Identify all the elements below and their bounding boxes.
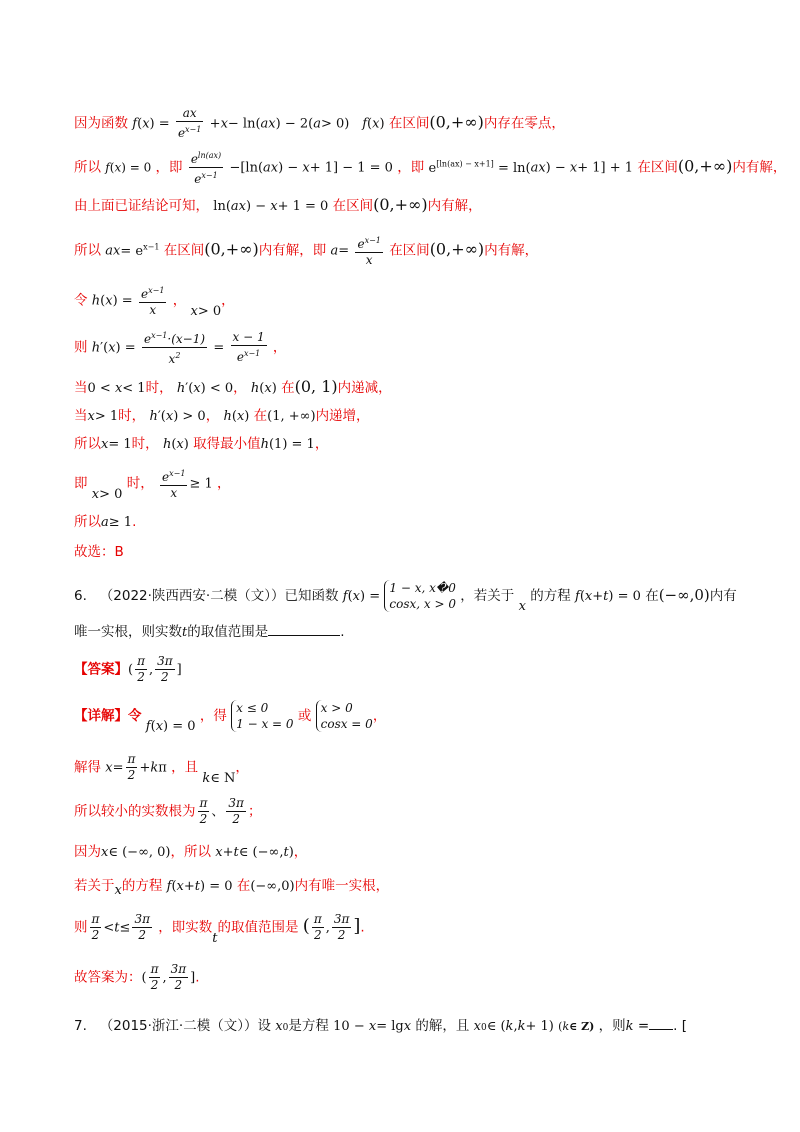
- text: 内递减，: [337, 380, 392, 396]
- text: ，若关于: [460, 588, 515, 604]
- fraction: $\frac{e^{x-1}}{x}$: [160, 466, 187, 501]
- question-source: （2015·浙江·二模（文））设: [99, 1018, 271, 1034]
- text: 的取值范围是: [217, 919, 299, 936]
- text: .: [132, 514, 137, 530]
- solution-line-9: 所以x= 1时， h(x) 取得最小值h(1) = 1，: [74, 436, 329, 452]
- text: 时，: [145, 380, 173, 396]
- text: ，: [205, 408, 220, 424]
- solution-step-4: 若关于x的方程 f(x+t) = 0 在(−∞,0)内有唯一实根，: [74, 878, 390, 898]
- text: ，得: [199, 708, 227, 724]
- text: 在: [281, 380, 295, 396]
- answer-blank: [268, 623, 340, 636]
- solution-line-7: 当0 < x< 1时， h′(x) < 0， h(x) 在(0, 1)内递减，: [74, 377, 392, 396]
- math-fx: f: [132, 116, 138, 132]
- text: 是方程: [288, 1018, 329, 1034]
- text: ，: [217, 475, 231, 492]
- text: 所以: [74, 436, 101, 452]
- text: 或: [297, 708, 312, 724]
- detail-line: 【详解】令 f(x) = 0 ，得 x ≤ 0 1 − x = 0 或 x > 0 cosx = 0 ，: [74, 701, 387, 734]
- text: ，即实数: [158, 919, 213, 936]
- answer-choice-line: [74, 540, 124, 560]
- text: ，: [235, 759, 249, 776]
- question-7-line: 7. （2015·浙江·二模（文））设 x0是方程 10 − x= lgx 的解，且 x0∈ (k,k+ 1) (k∈ Z) ，则k = . [: [74, 1018, 687, 1034]
- system-2: x > 0 cosx = 0: [316, 700, 373, 732]
- text: 故答案为：: [74, 969, 142, 986]
- text: 在区间: [332, 198, 374, 214]
- text: 在区间: [388, 115, 430, 132]
- text: 内有: [709, 588, 737, 604]
- solution-line-1: 因为函数 f(x) = $\frac{ax}{e^{x-1}}$ +x− ln(ax) − 2(a> 0) f(x) 在区间(0,+∞)内存在零点，: [74, 106, 565, 140]
- text: 的解，且: [415, 1018, 470, 1034]
- solution-step-5: 则 $\frac{\pi}{2}$ <t≤ $\frac{3\pi}{2}$ ，即实数t的取值范围是 ( $\frac{\pi}{2}$ , $\frac{3\pi}{2}$ ].: [74, 912, 365, 946]
- interval: (0,+∞): [204, 239, 259, 259]
- text: 内存在零点，: [483, 115, 565, 132]
- fraction: $\frac{e^{x-1}}{x}$: [139, 283, 166, 318]
- text: .: [340, 624, 345, 640]
- text: 因为函数: [74, 115, 128, 132]
- text: ；: [247, 803, 262, 820]
- text: 当: [74, 408, 88, 424]
- text: 所以: [74, 242, 101, 259]
- text: 内有解，: [427, 198, 482, 214]
- answer-blank: [649, 1017, 673, 1030]
- text: 时，: [118, 408, 146, 424]
- solution-line-8: 当x> 1时， h′(x) > 0， h(x) 在(1, +∞)内递增，: [74, 408, 370, 424]
- text: 内有唯一实根，: [294, 878, 390, 894]
- solution-line-4: 所以 $ax= e^{x-1}$ 在区间(0,+∞)内有解，即 a= $\frac{e^{x-1}}{x}$ 在区间(0,+∞)内有解，: [74, 233, 538, 268]
- question-number: 7.: [74, 1018, 87, 1034]
- answer-line: 【答案】( $\frac{\pi}{2}$ , $\frac{3\pi}{2}$ ]: [74, 654, 182, 684]
- fraction: $\frac{ax}{e^{x-1}}$: [177, 106, 202, 140]
- question-source: （2022·陕西西安·二模（文））已知函数: [99, 588, 339, 604]
- text: 内有解，即: [258, 242, 327, 259]
- text: =: [637, 1018, 650, 1034]
- text: 在区间: [163, 242, 205, 259]
- text: 内有解，: [732, 159, 787, 176]
- interval: (0,+∞): [373, 195, 428, 214]
- text: 的取值范围是: [187, 624, 269, 640]
- text: 所以: [74, 514, 101, 530]
- text: ，即: [397, 159, 425, 176]
- solution-line-3: 由上面已证结论可知， ln(ax) − x+ 1 = 0 在区间(0,+∞)内有解，: [74, 195, 482, 214]
- solution-line-10: 即 x> 0 时， $\frac{e^{x-1}}{x}$ ≥ 1 ，: [74, 466, 231, 501]
- text: 唯一实根，则实数: [74, 624, 182, 640]
- text: 则: [74, 919, 88, 936]
- text: 即: [74, 475, 88, 492]
- text: ，且: [171, 759, 199, 776]
- text: 取得最小值: [193, 436, 261, 452]
- text: .: [673, 1018, 678, 1034]
- text: ，: [372, 708, 387, 724]
- solution-line-11: 所以a≥ 1.: [74, 514, 137, 530]
- text: ，: [272, 339, 287, 356]
- text: 因为: [74, 844, 101, 860]
- text: 在: [645, 588, 659, 604]
- text: ，即: [155, 159, 183, 176]
- text: 的方程: [530, 588, 571, 604]
- text: 故选：B: [74, 544, 124, 560]
- text: 解得: [74, 759, 101, 776]
- fraction: $\frac{x - 1}{e^{x-1}}$: [232, 330, 265, 364]
- text: 当: [74, 380, 88, 396]
- text: 令: [74, 292, 88, 309]
- text: 在: [236, 878, 251, 894]
- question-6-line-2: 唯一实根，则实数t的取值范围是 .: [74, 624, 345, 640]
- text: 的方程: [121, 878, 163, 894]
- text: .: [360, 919, 365, 936]
- text: ，则: [598, 1018, 626, 1034]
- question-6-line-1: 6. （2022·陕西西安·二模（文））已知函数 f(x) = 1 − x, x�0 cosx, x > 0 ，若关于 x 的方程 f(x+t) = 0 在(−∞,0)内有: [74, 581, 737, 614]
- fraction: $\frac{e^{x-1}}{x}$: [355, 233, 382, 268]
- text: [: [681, 1018, 687, 1034]
- text: 若关于: [74, 878, 115, 894]
- detail-label: 【详解】令: [74, 708, 142, 724]
- interval: (−∞,0): [658, 586, 710, 604]
- solution-step-1: 解得 x= $\frac{\pi}{2}$ +kπ ，且 k∈ N，: [74, 752, 249, 786]
- text: 在区间: [389, 242, 430, 259]
- solution-line-2: 所以 f(x) = 0 ，即 $\frac{e^{ln(ax)}}{e^{x-1}}$ −[ln(ax) − x+ 1] − 1 = 0 ，即 e[ln(ax) − x+1] = ln(ax) − x+ 1] + 1 在区间(0,+∞)内有解，: [74, 148, 786, 187]
- text: ，: [293, 844, 308, 860]
- text: 内有解，: [484, 242, 539, 259]
- interval: (0,+∞): [677, 156, 733, 176]
- text: 在: [253, 408, 268, 424]
- answer-label: 【答案】: [74, 661, 128, 678]
- text: 由上面已证结论可知，: [74, 198, 209, 214]
- question-number: 6.: [74, 588, 87, 604]
- text: 所以: [74, 159, 101, 176]
- text: 时，: [131, 436, 159, 452]
- final-answer-line: 故答案为：( $\frac{\pi}{2}$ , $\frac{3\pi}{2}$ ].: [74, 962, 200, 992]
- fraction: $\frac{e^{x-1}\cdot(x-1)}{x^2}$: [142, 328, 207, 367]
- text: 在区间: [637, 159, 678, 176]
- text: 所以较小的实数根为: [74, 803, 196, 820]
- system-1: x ≤ 0 1 − x = 0: [231, 700, 293, 732]
- solution-line-6: 则 h′(x) = $\frac{e^{x-1}\cdot(x-1)}{x^2}$ = $\frac{x - 1}{e^{x-1}}$ ，: [74, 330, 287, 366]
- interval: (−∞,0): [250, 879, 295, 894]
- text: 内递增，: [315, 408, 370, 424]
- text: ，所以: [170, 844, 211, 860]
- text: ，: [314, 436, 329, 452]
- text: .: [195, 969, 200, 986]
- interval: (0,+∞): [429, 239, 485, 259]
- interval: (0,+∞): [429, 112, 484, 132]
- text: 时，: [126, 475, 154, 492]
- piecewise: 1 − x, x�0 cosx, x > 0: [384, 580, 456, 612]
- solution-line-5: 令 h(x) = $\frac{e^{x-1}}{x}$ ， x> 0，: [74, 283, 235, 318]
- text: ，: [233, 380, 247, 396]
- fraction: $\frac{e^{ln(ax)}}{e^{x-1}}$: [189, 148, 223, 187]
- text: ，: [221, 292, 235, 309]
- solution-step-2: 所以较小的实数根为 $\frac{\pi}{2}$ 、 $\frac{3\pi}{2}$ ；: [74, 796, 262, 826]
- text: 则: [74, 339, 88, 356]
- solution-step-3: 因为x∈ (−∞, 0)，所以 x+t∈ (−∞,t)，: [74, 844, 308, 860]
- text: ，: [172, 292, 187, 309]
